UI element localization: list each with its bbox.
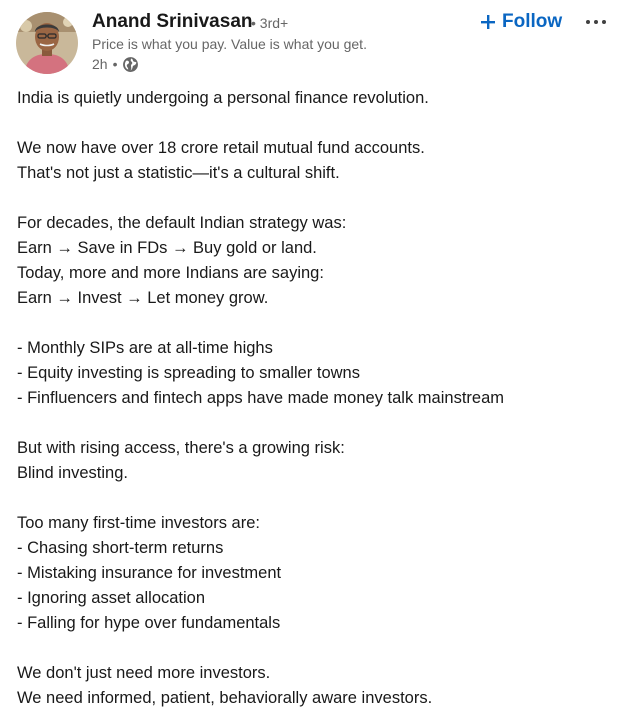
post-line: Today, more and more Indians are saying: (17, 264, 324, 282)
author-name[interactable]: Anand Srinivasan (92, 11, 253, 32)
post-line: - Chasing short-term returns (17, 539, 224, 557)
more-options-button[interactable] (580, 8, 612, 36)
post-line: India is quietly undergoing a personal finance revolution. (17, 89, 429, 107)
post-line: We need informed, patient, behaviorally aware investors. (17, 689, 433, 707)
post-line: - Finfluencers and fintech apps have made money talk mainstream (17, 389, 504, 407)
author-headline: Price is what you pay. Value is what you get. (92, 36, 367, 52)
post-header (0, 0, 631, 80)
post-line: Earn → Save in FDs → Buy gold or land. (17, 239, 317, 257)
blank-line (17, 411, 617, 436)
post-line: That's not just a statistic—it's a cultural shift. (17, 164, 340, 182)
post-line: - Mistaking insurance for investment (17, 564, 282, 582)
globe-icon (122, 56, 139, 73)
post-line: We don't just need more investors. (17, 664, 271, 682)
post-time[interactable]: 2h (92, 56, 108, 72)
blank-line (17, 311, 617, 336)
post-line: - Falling for hype over fundamentals (17, 614, 281, 632)
more-horizontal-icon (585, 19, 607, 25)
meta-separator: • (112, 56, 118, 72)
blank-line (17, 636, 617, 661)
post-meta (92, 55, 139, 73)
blank-line (17, 111, 617, 136)
post-line: Too many first-time investors are: (17, 514, 260, 532)
post-line: For decades, the default Indian strategy was: (17, 214, 347, 232)
post-line: But with rising access, there's a growing risk: (17, 439, 345, 457)
post-line: Earn → Invest → Let money grow. (17, 289, 269, 307)
post-line: - Equity investing is spreading to smaller towns (17, 364, 360, 382)
post-line: We now have over 18 crore retail mutual fund accounts. (17, 139, 425, 157)
plus-icon (480, 14, 496, 30)
avatar[interactable] (16, 12, 78, 74)
post-text (17, 86, 617, 711)
blank-line (17, 186, 617, 211)
blank-line (17, 486, 617, 511)
post-line: Blind investing. (17, 464, 128, 482)
post-line: - Monthly SIPs are at all-time highs (17, 339, 273, 357)
follow-button[interactable] (476, 8, 566, 36)
post-line: - Ignoring asset allocation (17, 589, 206, 607)
connection-degree: • 3rd+ (251, 15, 289, 31)
follow-label: Follow (502, 11, 563, 32)
